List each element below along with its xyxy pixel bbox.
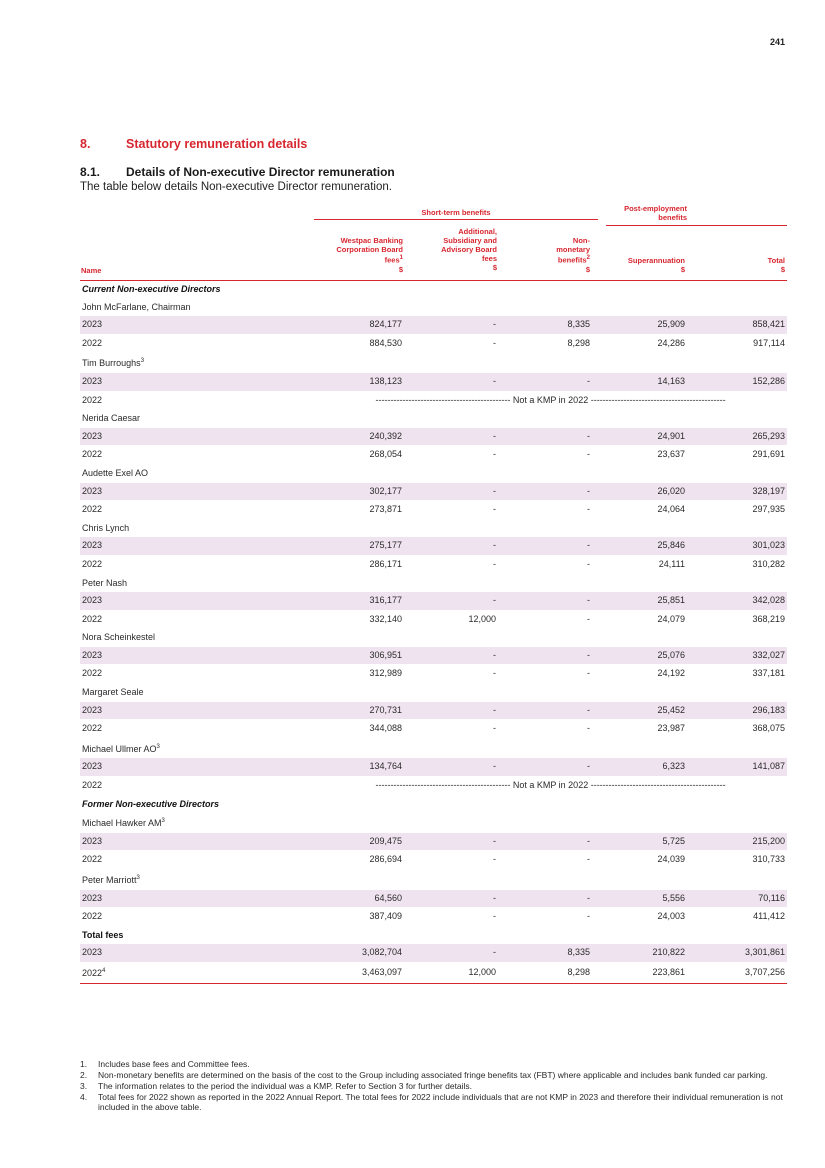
year-cell: 2022 [80, 908, 314, 927]
header-wbc-sup: 1 [399, 255, 403, 261]
superannuation-cell: 24,064 [592, 501, 687, 520]
wbc-fees-cell: 240,392 [314, 428, 404, 446]
total-cell: 310,733 [687, 851, 787, 870]
footnote-text: The information relates to the period the individual was a KMP. Refer to Section 3 for further details. [98, 1081, 473, 1091]
wbc-fees-cell: 134,764 [314, 758, 404, 776]
year-cell: 2023 [80, 483, 314, 501]
table-row [80, 702, 787, 720]
director-name: Nora Scheinkestel [82, 632, 156, 643]
additional-fees-cell: 12,000 [404, 610, 498, 629]
superannuation-cell: 210,822 [592, 944, 687, 962]
total-cell: 917,114 [687, 334, 787, 353]
wbc-fees-cell: 316,177 [314, 592, 404, 610]
table-row [80, 610, 787, 629]
year-cell: 2023 [80, 428, 314, 446]
non-monetary-cell: - [498, 890, 592, 908]
year-cell: 2022 [80, 555, 314, 574]
total-cell: 296,183 [687, 702, 787, 720]
wbc-fees-cell: 332,140 [314, 610, 404, 629]
year-cell: 2022 [80, 720, 314, 739]
header-post-employment-line2: benefits [658, 213, 687, 222]
total-cell: 342,028 [687, 592, 787, 610]
header-add-line1: Additional, [458, 227, 497, 236]
director-name-row [80, 410, 787, 428]
additional-fees-cell: - [404, 665, 498, 684]
footnote [80, 1059, 785, 1069]
director-name-text: Peter Marriott [82, 875, 137, 885]
footnote-ref: 3 [140, 358, 145, 365]
category-current: Current Non-executive Directors [82, 284, 221, 294]
non-monetary-cell: - [498, 537, 592, 555]
additional-fees-cell: - [404, 501, 498, 520]
header-total [700, 256, 785, 274]
header-wbc-fees [314, 236, 403, 274]
non-monetary-cell: 8,335 [498, 944, 592, 962]
table-row [80, 483, 787, 501]
year-cell: 2023 [80, 890, 314, 908]
total-cell: 328,197 [687, 483, 787, 501]
additional-fees-cell: - [404, 428, 498, 446]
footnote-number: 2. [80, 1070, 88, 1080]
superannuation-cell: 24,039 [592, 851, 687, 870]
header-name: Name [81, 266, 102, 275]
header-add-line4: fees [481, 254, 497, 263]
wbc-fees-cell: 273,871 [314, 501, 404, 520]
total-row [80, 962, 787, 983]
header-short-term: Short-term benefits [421, 208, 491, 217]
superannuation-cell: 24,111 [592, 555, 687, 574]
non-monetary-cell: 8,298 [498, 962, 592, 983]
year-cell: 2023 [80, 537, 314, 555]
wbc-fees-cell: 268,054 [314, 446, 404, 465]
header-wbc-line2: Corporation Board [336, 245, 403, 254]
category-row [80, 281, 787, 299]
wbc-fees-cell: 286,171 [314, 555, 404, 574]
total-cell: 215,200 [687, 833, 787, 851]
subsection-title-text: Details of Non-executive Director remuneration [126, 165, 395, 179]
director-name [80, 870, 787, 890]
non-monetary-cell: - [498, 720, 592, 739]
year-text: 2022 [82, 967, 103, 978]
header-short-term-rule [314, 219, 598, 220]
total-cell: 332,027 [687, 647, 787, 665]
table-row [80, 908, 787, 927]
category-row [80, 795, 787, 813]
superannuation-cell: 23,637 [592, 446, 687, 465]
non-monetary-cell: - [498, 373, 592, 391]
category-row [80, 926, 787, 944]
year-cell: 2023 [80, 647, 314, 665]
wbc-fees-cell: 275,177 [314, 537, 404, 555]
total-cell: 301,023 [687, 537, 787, 555]
table-row [80, 428, 787, 446]
additional-fees-cell: - [404, 833, 498, 851]
director-name: Chris Lynch [82, 522, 130, 533]
superannuation-cell: 14,163 [592, 373, 687, 391]
table-row [80, 720, 787, 739]
non-monetary-cell: 8,298 [498, 334, 592, 353]
header-super-unit: $ [680, 265, 685, 274]
total-cell: 310,282 [687, 555, 787, 574]
subsection-title [80, 165, 395, 179]
non-monetary-cell: - [498, 555, 592, 574]
additional-fees-cell: - [404, 720, 498, 739]
additional-fees-cell: - [404, 702, 498, 720]
year-cell: 2022 [80, 391, 314, 410]
non-monetary-cell: - [498, 610, 592, 629]
wbc-fees-cell: 209,475 [314, 833, 404, 851]
footnote [80, 1070, 785, 1080]
header-wbc-line1: Westpac Banking [340, 236, 403, 245]
year-cell: 2022 [80, 334, 314, 353]
non-monetary-cell: - [498, 501, 592, 520]
section-title [80, 137, 307, 151]
superannuation-cell: 26,020 [592, 483, 687, 501]
total-cell: 337,181 [687, 665, 787, 684]
table-row [80, 501, 787, 520]
superannuation-cell: 25,909 [592, 316, 687, 334]
header-non-monetary [498, 236, 590, 274]
non-monetary-cell: - [498, 483, 592, 501]
header-wbc-line3: fees [384, 255, 400, 265]
header-post-employment-rule [606, 225, 787, 226]
director-name-text: Michael Hawker AM [82, 818, 162, 829]
director-name-row [80, 813, 787, 833]
additional-fees-cell: - [404, 944, 498, 962]
additional-fees-cell: - [404, 334, 498, 353]
total-cell: 291,691 [687, 446, 787, 465]
wbc-fees-cell: 286,694 [314, 851, 404, 870]
year-cell: 2023 [80, 702, 314, 720]
category-total: Total fees [82, 929, 124, 940]
director-name: Peter Nash [82, 577, 128, 588]
header-non-line1: Non- [572, 236, 590, 245]
table-row [80, 555, 787, 574]
table-row [80, 316, 787, 334]
non-monetary-cell: - [498, 851, 592, 870]
additional-fees-cell: - [404, 758, 498, 776]
footnote-ref: 4 [102, 967, 106, 974]
year-cell [80, 962, 314, 983]
additional-fees-cell: - [404, 316, 498, 334]
footnote-number: 1. [80, 1059, 88, 1069]
superannuation-cell: 24,079 [592, 610, 687, 629]
director-name: Nerida Caesar [82, 413, 141, 424]
table-row [80, 758, 787, 776]
additional-fees-cell: - [404, 908, 498, 927]
superannuation-cell: 24,901 [592, 428, 687, 446]
non-monetary-cell: - [498, 758, 592, 776]
total-cell: 297,935 [687, 501, 787, 520]
footnote-text: Non-monetary benefits are determined on the basis of the cost to the Group including associated fringe benefits tax (FBT) where applicable and includes bank funded car parking. [98, 1070, 768, 1080]
header-add-line3: Advisory Board [441, 245, 497, 254]
total-cell: 411,412 [687, 908, 787, 927]
additional-fees-cell: - [404, 555, 498, 574]
wbc-fees-cell: 3,082,704 [314, 944, 404, 962]
footnote-number: 4. [80, 1092, 88, 1102]
total-cell: 858,421 [687, 316, 787, 334]
wbc-fees-cell: 64,560 [314, 890, 404, 908]
additional-fees-cell: - [404, 890, 498, 908]
header-non-line3: benefits [557, 255, 587, 265]
wbc-fees-cell: 302,177 [314, 483, 404, 501]
not-kmp-note: --------------------------------------------- Not a KMP in 2022 --------------------------------------------- [314, 391, 787, 410]
table-row [80, 851, 787, 870]
director-name [80, 353, 787, 373]
subsection-number: 8.1. [80, 165, 101, 179]
category-former: Former Non-executive Directors [82, 798, 220, 809]
table-row [80, 446, 787, 465]
director-name-row [80, 870, 787, 890]
director-name: John McFarlane, Chairman [82, 301, 191, 312]
wbc-fees-cell: 344,088 [314, 720, 404, 739]
director-name-text: Tim Burroughs [82, 358, 141, 369]
director-name-text: Michael Ullmer AO [82, 743, 157, 754]
table-row [80, 334, 787, 353]
footnote-number: 3. [80, 1081, 88, 1091]
superannuation-cell: 25,076 [592, 647, 687, 665]
total-cell: 3,301,861 [687, 944, 787, 962]
wbc-fees-cell: 270,731 [314, 702, 404, 720]
additional-fees-cell: 12,000 [404, 962, 498, 983]
director-name [80, 813, 787, 833]
total-cell: 152,286 [687, 373, 787, 391]
total-cell: 70,116 [687, 890, 787, 908]
header-non-unit: $ [585, 264, 590, 274]
total-cell: 368,219 [687, 610, 787, 629]
additional-fees-cell: - [404, 647, 498, 665]
non-monetary-cell: - [498, 592, 592, 610]
footnote [80, 1092, 785, 1112]
director-name: Margaret Seale [82, 687, 144, 698]
year-cell: 2022 [80, 665, 314, 684]
wbc-fees-cell: 387,409 [314, 908, 404, 927]
additional-fees-cell: - [404, 446, 498, 465]
superannuation-cell: 23,987 [592, 720, 687, 739]
additional-fees-cell: - [404, 483, 498, 501]
footnote-ref: 3 [161, 818, 165, 825]
additional-fees-cell: - [404, 592, 498, 610]
non-monetary-cell: - [498, 647, 592, 665]
year-cell: 2022 [80, 446, 314, 465]
wbc-fees-cell: 306,951 [314, 647, 404, 665]
superannuation-cell: 24,192 [592, 665, 687, 684]
header-additional-fees [404, 227, 497, 272]
year-cell: 2023 [80, 944, 314, 962]
wbc-fees-cell: 824,177 [314, 316, 404, 334]
remuneration-table [80, 281, 787, 984]
superannuation-cell: 25,452 [592, 702, 687, 720]
non-monetary-cell: - [498, 908, 592, 927]
additional-fees-cell: - [404, 851, 498, 870]
total-row [80, 944, 787, 962]
section-title-text: Statutory remuneration details [126, 137, 308, 151]
year-cell: 2023 [80, 316, 314, 334]
header-post-employment [597, 204, 687, 222]
superannuation-cell: 5,556 [592, 890, 687, 908]
footnote-ref: 3 [136, 875, 140, 881]
page-number: 241 [769, 37, 785, 47]
section-number: 8. [80, 137, 91, 151]
footnote-text: Includes base fees and Committee fees. [98, 1059, 250, 1069]
director-name-row [80, 738, 787, 758]
director-name-row [80, 464, 787, 482]
non-monetary-cell: - [498, 665, 592, 684]
superannuation-cell: 223,861 [592, 962, 687, 983]
additional-fees-cell: - [404, 373, 498, 391]
wbc-fees-cell: 138,123 [314, 373, 404, 391]
director-name-row [80, 629, 787, 647]
table-row [80, 592, 787, 610]
director-name: Audette Exel AO [82, 467, 149, 478]
non-monetary-cell: - [498, 702, 592, 720]
year-cell: 2022 [80, 610, 314, 629]
total-cell: 265,293 [687, 428, 787, 446]
director-name-row [80, 684, 787, 702]
year-cell: 2022 [80, 851, 314, 870]
year-cell: 2022 [80, 777, 314, 796]
total-cell: 141,087 [687, 758, 787, 776]
wbc-fees-cell: 3,463,097 [314, 962, 404, 983]
director-name-row [80, 353, 787, 373]
table-row [80, 890, 787, 908]
non-monetary-cell: - [498, 428, 592, 446]
year-cell: 2023 [80, 833, 314, 851]
table-row [80, 665, 787, 684]
header-non-line2: monetary [556, 245, 590, 254]
footnote [80, 1081, 785, 1091]
superannuation-cell: 24,003 [592, 908, 687, 927]
superannuation-cell: 6,323 [592, 758, 687, 776]
table-row [80, 537, 787, 555]
header-total-line1: Total [767, 256, 785, 265]
not-kmp-row [80, 391, 787, 410]
superannuation-cell: 25,846 [592, 537, 687, 555]
director-name [80, 738, 787, 758]
header-add-line2: Subsidiary and [443, 236, 497, 245]
year-cell: 2022 [80, 501, 314, 520]
table-row [80, 373, 787, 391]
year-cell: 2023 [80, 758, 314, 776]
table-row [80, 833, 787, 851]
not-kmp-row [80, 777, 787, 796]
header-total-unit: $ [780, 265, 785, 274]
director-name-row [80, 299, 787, 317]
header-add-unit: $ [492, 263, 497, 272]
table-row [80, 647, 787, 665]
footnote-text: Total fees for 2022 shown as reported in the 2022 Annual Report. The total fees for 2022 include individuals that are not KMP in 2023 and therefore their individual remuneration is not included in the above table. [98, 1092, 783, 1112]
footnotes [80, 1059, 785, 1113]
header-wbc-unit: $ [398, 264, 403, 274]
total-cell: 368,075 [687, 720, 787, 739]
superannuation-cell: 25,851 [592, 592, 687, 610]
additional-fees-cell: - [404, 537, 498, 555]
non-monetary-cell: - [498, 446, 592, 465]
superannuation-cell: 24,286 [592, 334, 687, 353]
header-post-employment-line1: Post-employment [624, 204, 687, 213]
wbc-fees-cell: 312,989 [314, 665, 404, 684]
year-cell: 2023 [80, 373, 314, 391]
footnote-ref: 3 [156, 743, 160, 750]
director-name-row [80, 574, 787, 592]
header-super-line1: Superannuation [627, 256, 685, 265]
not-kmp-note: --------------------------------------------- Not a KMP in 2022 --------------------------------------------- [314, 777, 787, 796]
wbc-fees-cell: 884,530 [314, 334, 404, 353]
year-cell: 2023 [80, 592, 314, 610]
non-monetary-cell: 8,335 [498, 316, 592, 334]
director-name-row [80, 519, 787, 537]
non-monetary-cell: - [498, 833, 592, 851]
intro-text: The table below details Non-executive Director remuneration. [80, 181, 392, 193]
superannuation-cell: 5,725 [592, 833, 687, 851]
header-superannuation [592, 256, 685, 274]
header-non-sup: 2 [586, 255, 590, 261]
total-cell: 3,707,256 [687, 962, 787, 983]
